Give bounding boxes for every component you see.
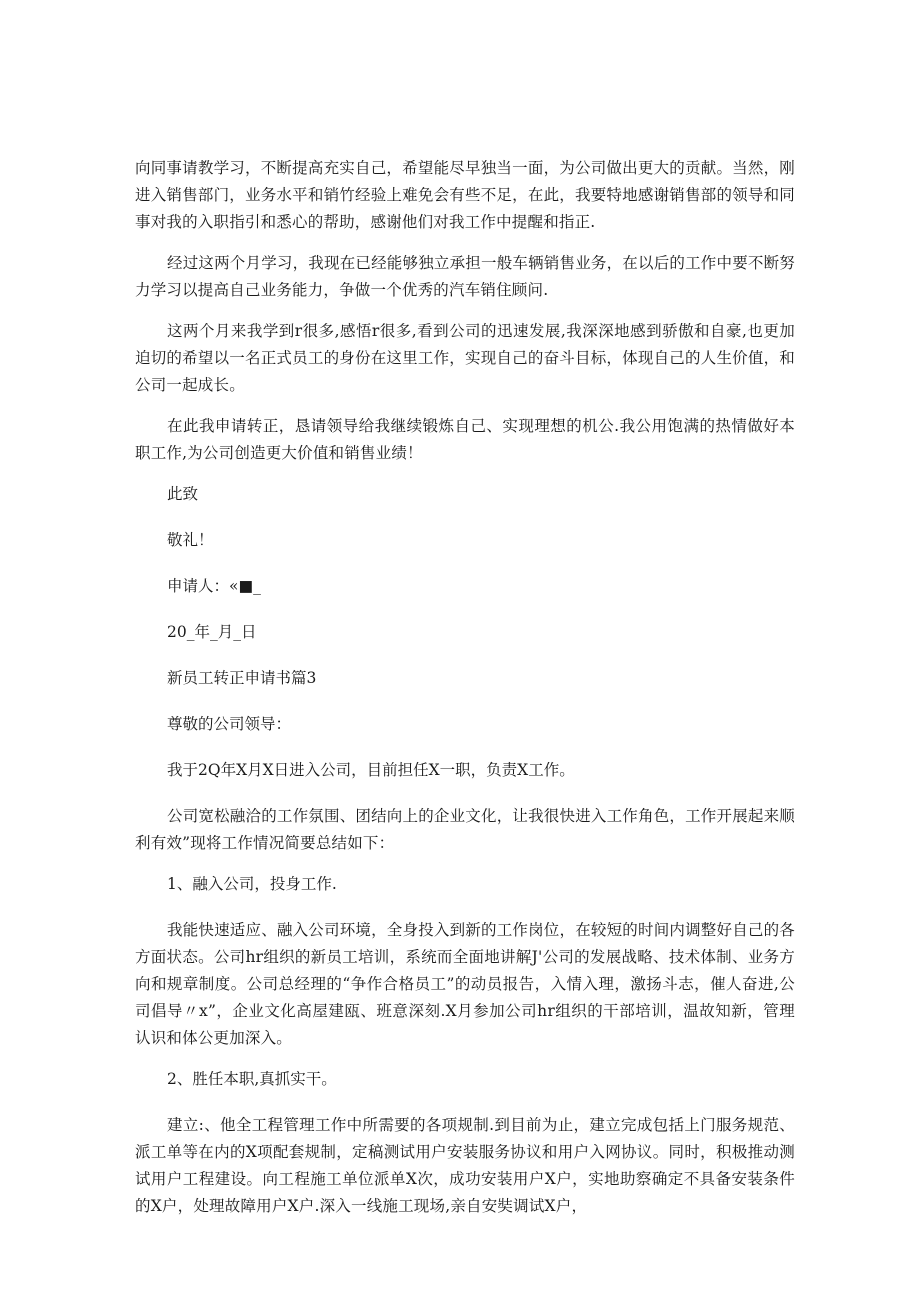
date-line: 20_年_月_日 (167, 623, 257, 641)
closing-jing-li: 敬礼！ (167, 531, 214, 549)
paragraph-gratitude: 向同事请教学习，不断提高充实自己，希望能尽早独当一面，为公司做出更大的贡献。当然，刚进入销售部门，业务水平和销竹经验上难免会有些不足，在此，我要特地感谢销售部的领导和同事对我的入职指引和悉心的帮助，感谢他们对我工作中提醒和指正. (135, 159, 795, 231)
heading-integrate: 1、融入公司，投身工作. (167, 875, 337, 893)
paragraph-progress: 经过这两个月学习，我现在已经能够独立承担一般车辆销售业务，在以后的工作中要不断努力学习以提高自己业务能力，争做一个优秀的汽车销住顾问. (135, 254, 796, 299)
intro-line: 我于2Q年X月X日进入公司，目前担任X一职，负责X工作。 (167, 761, 575, 779)
paragraph-competent: 建立:、他全工程管理工作中所需要的各项规制.到目前为止，建立完成包括上门服务规范、派工单等在内的X项配套规制，定稿测试用户安装服务协议和用户入网协议。同时，积极推动测试用户工程建设。向工程施工单位派单X次，成功安装用户X户，实地助察确定不具备安装条件的X户，处理故障用户X户.深入一线施工现场,亲自安奘调试X户， (135, 1116, 795, 1215)
document-body (135, 155, 795, 1234)
paragraph-growth: 这两个月来我学到r很多,感悟r很多,看到公司的迅速发展,我深深地感到骄傲和自豪,也更加迫切的希望以一名正式员工的身份在这里工作，实现自己的奋斗目标，体现自己的人生价值，和公司一起成长。 (135, 322, 795, 394)
applicant-line: 申请人：«■_ (167, 577, 261, 595)
salutation: 尊敬的公司领导： (167, 715, 292, 733)
paragraph-culture: 公司宽松融洽的工作氛围、团结向上的企业文化，让我很快进入工作角色，工作开展起来顺利有效”现将工作情况简要总结如下： (135, 807, 796, 852)
heading-competent: 2、胜任本职,真抓实干。 (167, 1070, 337, 1088)
section-title: 新员工转正申请书篇3 (167, 669, 317, 687)
paragraph-integrate: 我能快速适应、融入公司环境，全身投入到新的工作岗位，在较短的时间内调整好自己的各方面状态。公司hr组织的新员工培训，系统而全面地讲解J'公司的发展战略、技术体制、业务方向和规章制度。公司总经理的“争作合格员工”的动员报告，入情入理，激扬斗志，催人奋进,公司倡导〃x”，企业文化高屋建瓯、班意深刻.X月参加公司hr组织的干部培训，温故知新，管理认识和体公更加深入。 (135, 921, 796, 1047)
closing-ci-zhi: 此致 (167, 485, 199, 503)
paragraph-request: 在此我申请转正，恳请领导给我继续锻炼自己、实现理想的机公.我公用饱满的热情做好本职工作,为公司创造更大价值和销售业绩！ (135, 417, 795, 462)
